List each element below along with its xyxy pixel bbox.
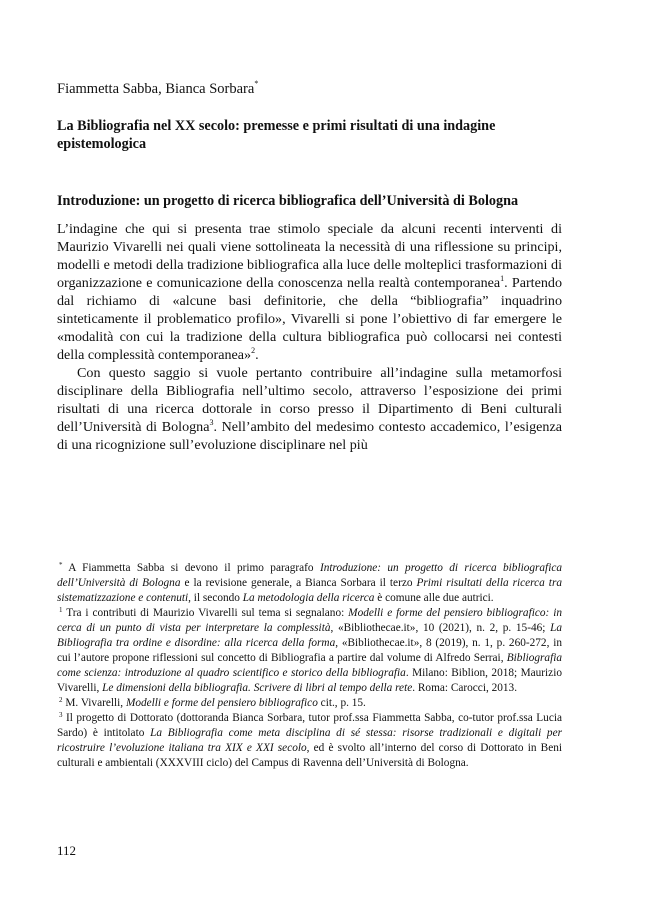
footnote-1-italic: Le dimensioni della bibliografia. Scrivere di libri al tempo della rete [102, 682, 413, 694]
authors-names: Fiammetta Sabba, Bianca Sorbara [57, 81, 255, 97]
footnote-1-mark: 1 [59, 606, 63, 614]
footnote-2-mark: 2 [59, 696, 63, 704]
footnote-3 [57, 711, 562, 771]
section-heading: Introduzione: un progetto di ricerca bibliografica dell’Università di Bologna [57, 193, 519, 209]
footnote-2-text: cit., p. 15. [317, 697, 366, 709]
footnote-star [57, 561, 562, 606]
footnote-1-italic: La Bibliografia tra ordine e disordine: alla ricerca della forma [57, 622, 562, 649]
footnote-1-text: Tra i contributi di Maurizio Vivarelli sul tema si segnalano: [62, 607, 349, 619]
footnote-1-text: , «Bibliothecae.it», 8 (2019), n. 1, p. 260-272, in cui l’autore propone riflessioni sul concetto di Bibliografia a partire dal volume di Alfredo Serrai, [57, 637, 562, 664]
footnote-star-mark: * [59, 561, 63, 569]
footnote-ref-3: 3 [209, 418, 214, 427]
paragraph-1-text-a: L’indagine che qui si presenta trae stimolo speciale da alcuni recenti interventi di Maurizio Vivarelli nei quali viene sottolineata la necessità di una riflessione su principi, modelli e metodi della tradizione bibliografica alla luce delle molteplici trasformazioni di organizzazione e comunicazione della conoscenza nella realtà contemporanea [57, 221, 562, 291]
footnote-3-italic: La Bibliografia come meta disciplina di sé stessa: risorse tradizionali e digitali per ricostruire l’evoluzione italiana tra XIX e XXI secolo [57, 727, 562, 754]
footnote-star-italic: Introduzione: un progetto di ricerca bibliografica dell’Università di Bologna [57, 562, 562, 589]
authors-line [57, 79, 258, 98]
footnote-1-italic: Modelli e forme del pensiero bibliografico: in cerca di un punto di vista per interpretare la complessità [57, 607, 562, 634]
body-text [57, 220, 562, 454]
footnote-3-mark: 3 [59, 711, 63, 719]
footnote-2-text: M. Vivarelli, [62, 697, 126, 709]
paragraph-2 [57, 364, 562, 454]
footnote-1-text: . Roma: Carocci, 2013. [412, 682, 518, 694]
footnote-1 [57, 606, 562, 696]
footnote-ref-2: 2 [251, 346, 256, 355]
paragraph-1-text-c: . [255, 347, 259, 363]
footnote-3-text: , ed è svolto all’interno del corso di Dottorato in Beni culturali e ambientali (XXXVIII ciclo) del Campus di Ravenna dell’Università di Bologna. [57, 742, 563, 769]
footnote-star-text: , il secondo [188, 592, 243, 604]
authors-footnote-mark: * [254, 79, 259, 88]
footnote-star-text: e la revisione generale, a Bianca Sorbara il terzo [180, 577, 417, 589]
paragraph-2-text-b: . Nell’ambito del medesimo contesto accademico, l’esigenza di una ricognizione sull’evoluzione disciplinare nel più [57, 419, 562, 453]
footnote-1-italic: Bibliografia come scienza: introduzione al quadro scientifico e storico della bibliografia [57, 652, 562, 679]
paragraph-1 [57, 220, 562, 364]
footnote-star-text: A Fiammetta Sabba si devono il primo paragrafo [62, 562, 320, 574]
footnote-star-italic: Primi risultati della ricerca tra sistematizzazione e contenuti [57, 577, 562, 604]
footnote-2 [57, 696, 562, 711]
paragraph-1-text-b: . Partendo dal richiamo di «alcune basi definitorie, che della “bibliografia” inquadrino sinteticamente il problematico profilo», Vivarelli si pone l’obiettivo di far emergere le «modalità con cui la tradizione della cultura bibliografica può collocarsi nei contesti della complessità contemporanea» [57, 275, 562, 363]
footnote-star-italic: La metodologia della ricerca [242, 592, 375, 604]
page-number: 112 [57, 843, 77, 858]
footnote-ref-1: 1 [500, 274, 505, 283]
footnote-2-italic: Modelli e forme del pensiero bibliografico [125, 697, 318, 709]
footnotes [57, 561, 562, 771]
footnote-1-text: , «Bibliothecae.it», 10 (2021), n. 2, p. 15-46; [330, 622, 551, 634]
footnote-1-text: . Milano: Biblion, 2018; Maurizio Vivarelli, [57, 667, 562, 694]
footnote-star-text: è comune alle due autrici. [374, 592, 494, 604]
footnote-3-text: Il progetto di Dottorato (dottoranda Bianca Sorbara, tutor prof.ssa Fiammetta Sabba, co-tutor prof.ssa Lucia Sardo) è intitolato [57, 712, 562, 739]
article-title: La Bibliografia nel XX secolo: premesse e primi risultati di una indagine epistemologica [57, 118, 496, 152]
paragraph-2-text-a: Con questo saggio si vuole pertanto contribuire all’indagine sulla metamorfosi disciplinare della Bibliografia nell’ultimo secolo, attraverso l’esposizione dei primi risultati di una ricerca dottorale in corso presso il Dipartimento di Beni culturali dell’Università di Bologna [57, 365, 562, 435]
